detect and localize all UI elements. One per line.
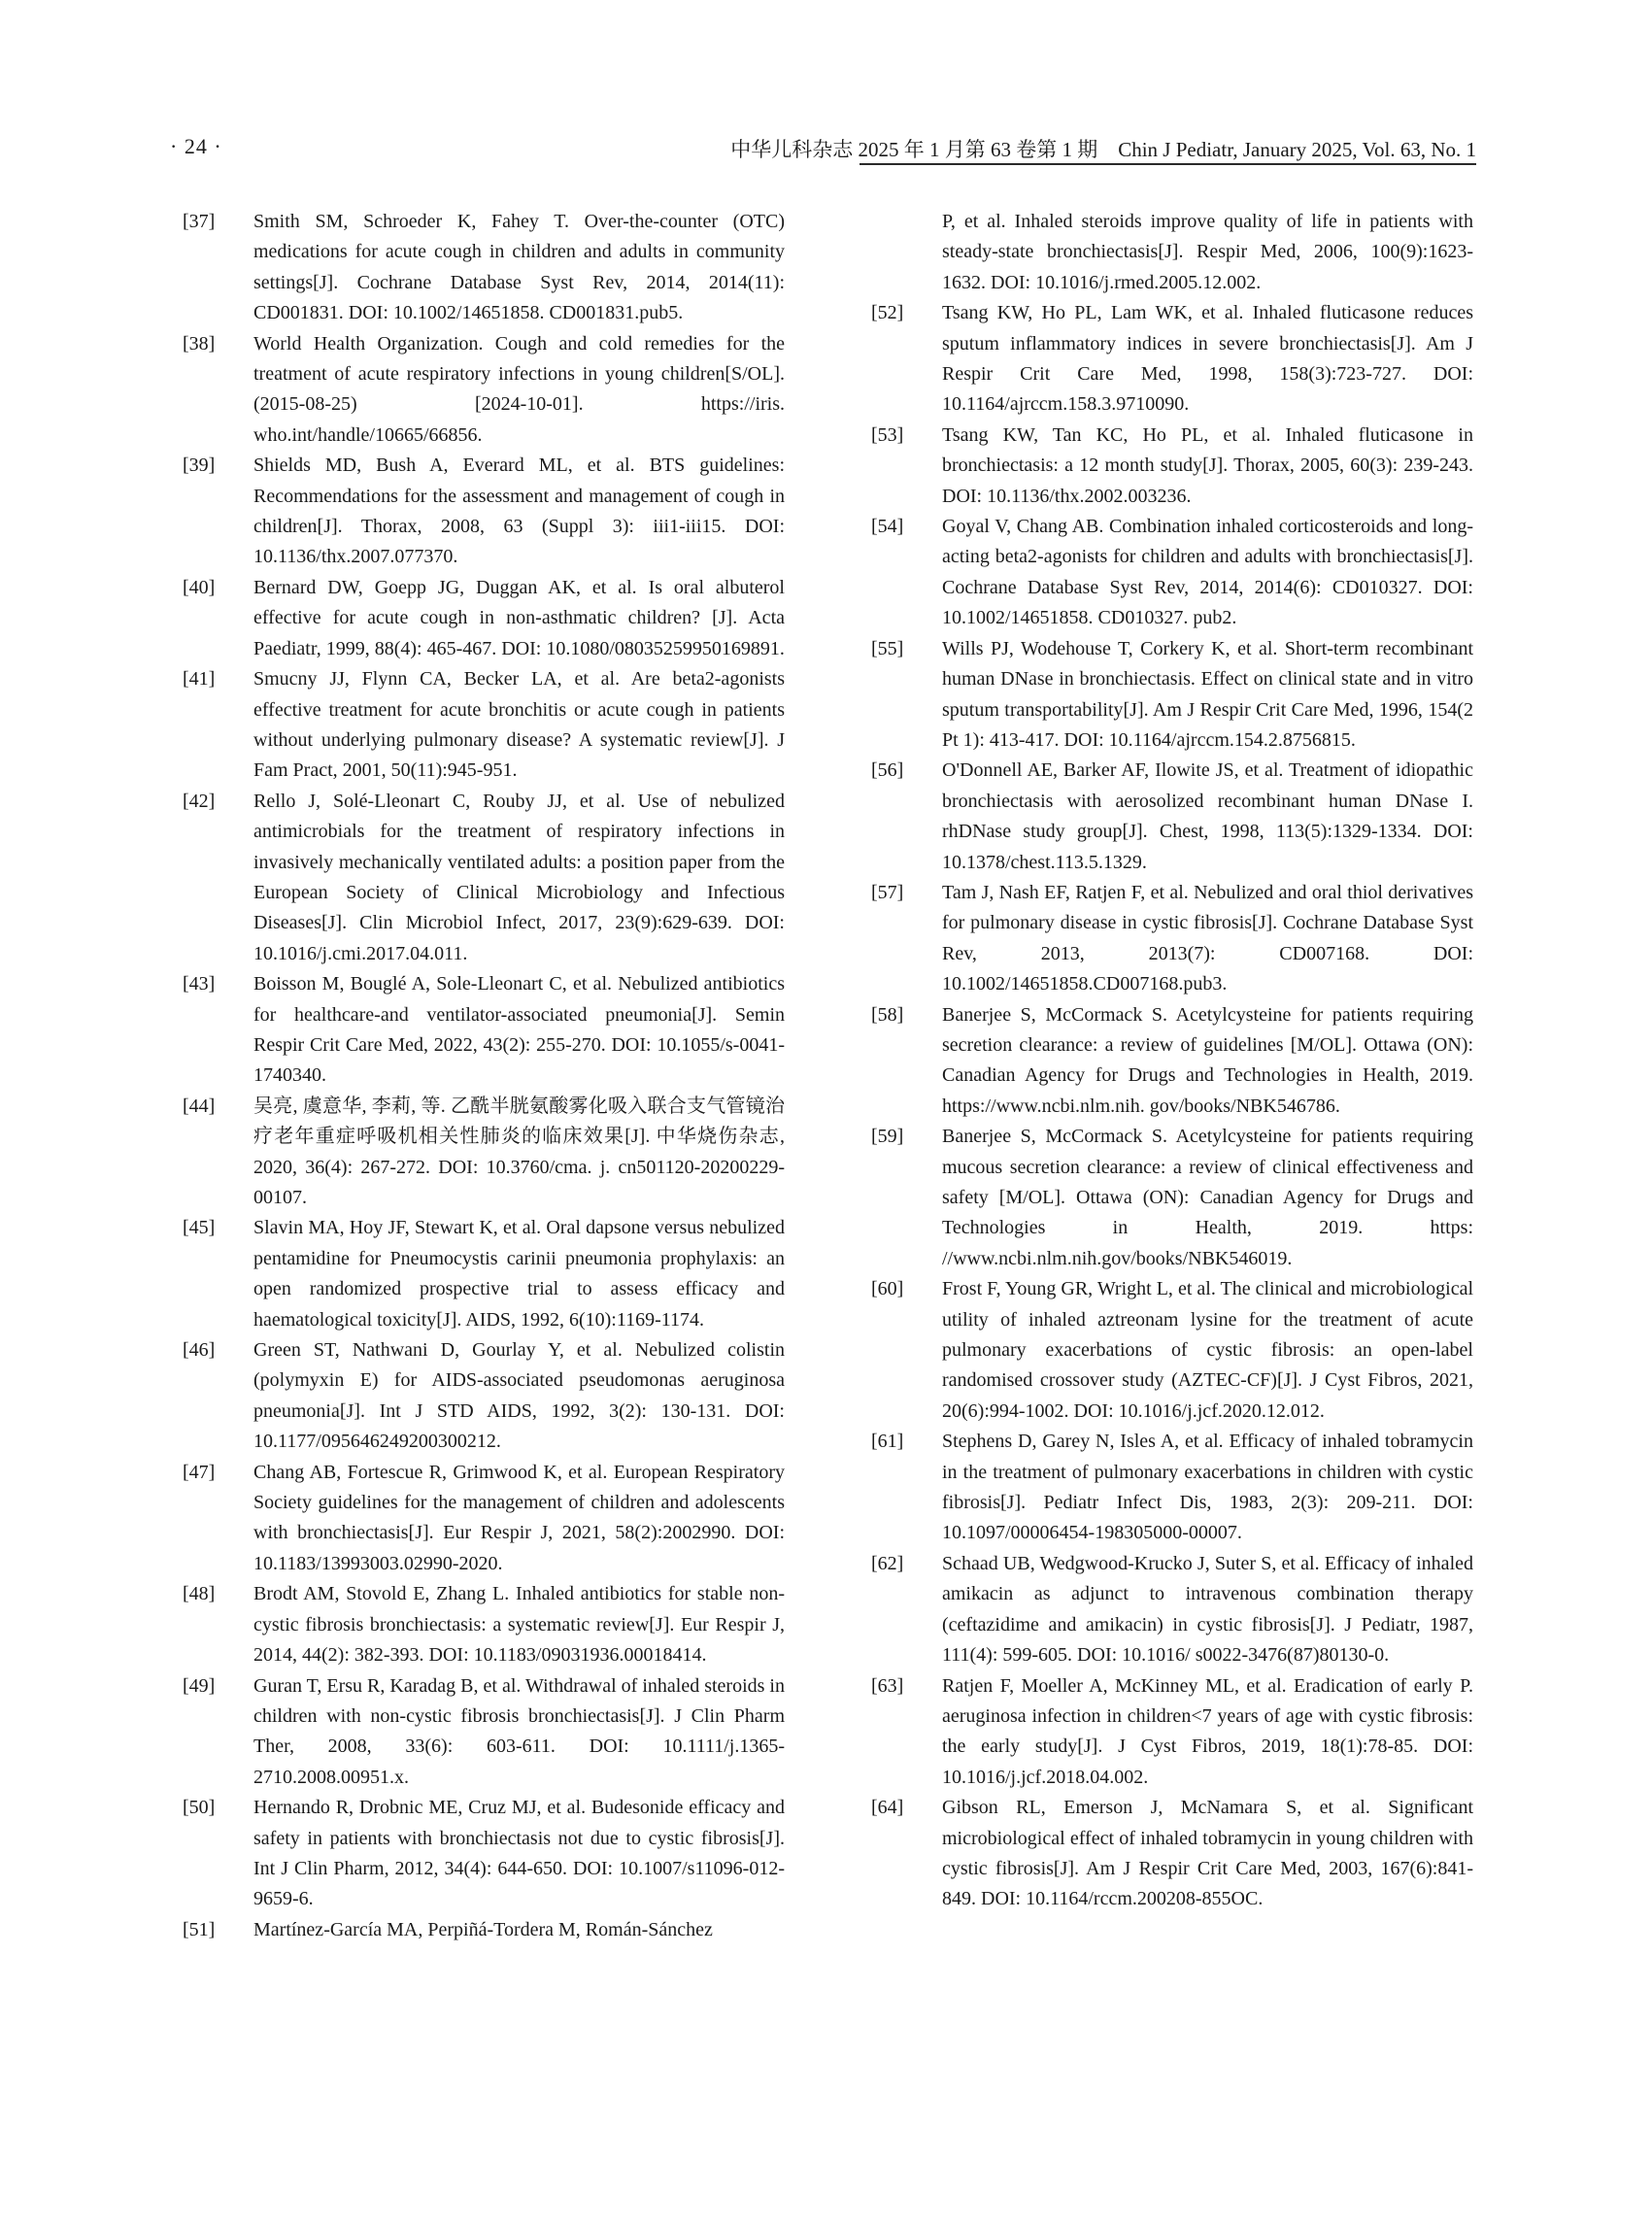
reference-text: Frost F, Young GR, Wright L, et al. The clinical and microbiological utility of inhaled aztreonam lysine for the treatment of acute pulmonary exacerbations of cystic fibrosis: an open-label randomised crossover study (AZTEC-CF)[J]. J Cyst Fibros, 2021, 20(6):994-1002. DOI: 10.1016/j.jcf.2020.12.012. [942, 1278, 1473, 1422]
reference-entry [183, 1579, 785, 1670]
reference-entry [871, 421, 1473, 512]
reference-entry [871, 1000, 1473, 1123]
reference-number: [49] [183, 1674, 216, 1697]
reference-text: Tsang KW, Tan KC, Ho PL, et al. Inhaled fluticasone in bronchiectasis: a 12 month study[J]. Thorax, 2005, 60(3): 239-243. DOI: 10.1136/thx.2002.003236. [942, 423, 1473, 507]
reference-entry [183, 1213, 785, 1335]
reference-text: Boisson M, Bouglé A, Sole-Lleonart C, et al. Nebulized antibiotics for healthcare-and ventilator-associated pneumonia[J]. Semin Respir Crit Care Med, 2022, 43(2): 255-270. DOI: 10.1055/s-0041-1740340. [253, 973, 785, 1087]
reference-number: [64] [871, 1797, 904, 1819]
reference-number: [50] [183, 1797, 216, 1819]
reference-entry [183, 1915, 785, 1945]
reference-number: [54] [871, 516, 904, 538]
reference-number: [59] [871, 1126, 904, 1148]
reference-text: Smucny JJ, Flynn CA, Becker LA, et al. Are beta2-agonists effective treatment for acute bronchitis or acute cough in patients without underlying pulmonary disease? A systematic review[J]. J Fam Pract, 2001, 50(11):945-951. [253, 668, 785, 782]
reference-entry [183, 1671, 785, 1794]
reference-number: [44] [183, 1095, 216, 1117]
reference-entry [183, 573, 785, 664]
reference-entry [183, 787, 785, 969]
reference-text: Green ST, Nathwani D, Gourlay Y, et al. Nebulized colistin (polymyxin E) for AIDS-associated pseudomonas aeruginosa pneumonia[J]. Int J STD AIDS, 1992, 3(2): 130-131. DOI: 10.1177/095646249200300212. [253, 1339, 785, 1453]
reference-entry [871, 1122, 1473, 1274]
reference-text: Ratjen F, Moeller A, McKinney ML, et al. Eradication of early P. aeruginosa infection in children<7 years of age with cystic fibrosis: the early study[J]. J Cyst Fibros, 2019, 18(1):78-85. DOI: 10.1016/j.jcf.2018.04.002. [942, 1674, 1473, 1788]
reference-text: 吴亮, 虞意华, 李莉, 等. 乙酰半胱氨酸雾化吸入联合支气管镜治疗老年重症呼吸机相关性肺炎的临床效果[J]. 中华烧伤杂志, 2020, 36(4): 267-272. DOI: 10.3760/cma. j. cn501120-20200229-00107. [253, 1095, 785, 1208]
reference-number: [48] [183, 1583, 216, 1605]
reference-text: Schaad UB, Wedgwood-Krucko J, Suter S, et al. Efficacy of inhaled amikacin as adjunct to intravenous combination therapy (ceftazidime and amikacin) in cystic fibrosis[J]. J Pediatr, 1987, 111(4): 599-605. DOI: 10.1016/ s0022-3476(87)80130-0. [942, 1552, 1473, 1667]
reference-entry [183, 969, 785, 1092]
reference-text: Bernard DW, Goepp JG, Duggan AK, et al. Is oral albuterol effective for acute cough in non-asthmatic children? [J]. Acta Paediatr, 1999, 88(4): 465-467. DOI: 10.1080/08035259950169891. [253, 576, 785, 659]
reference-number: [62] [871, 1552, 904, 1574]
reference-number: [42] [183, 790, 216, 812]
reference-number: [41] [183, 668, 216, 691]
reference-number: [51] [183, 1918, 216, 1940]
journal-citation: 中华儿科杂志 2025 年 1 月第 63 卷第 1 期 Chin J Pediatr, January 2025, Vol. 63, No. 1 [730, 138, 1476, 161]
reference-entry [183, 1793, 785, 1915]
reference-text: Goyal V, Chang AB. Combination inhaled corticosteroids and long-acting beta2-agonists for children and adults with bronchiectasis[J]. Cochrane Database Syst Rev, 2014, 2014(6): CD010327. DOI: 10.1002/14651858. CD010327. pub2. [942, 516, 1473, 629]
reference-number: [53] [871, 423, 904, 446]
reference-text: Slavin MA, Hoy JF, Stewart K, et al. Oral dapsone versus nebulized pentamidine for Pneumocystis carinii pneumonia prophylaxis: an open randomized prospective trial to assess efficacy and haematological toxicity[J]. AIDS, 1992, 6(10):1169-1174. [253, 1217, 785, 1331]
reference-entry [183, 207, 785, 329]
reference-text: Chang AB, Fortescue R, Grimwood K, et al. European Respiratory Society guidelines for the management of children and adolescents with bronchiectasis[J]. Eur Respir J, 2021, 58(2):2002990. DOI: 10.1183/13993003.02990-2020. [253, 1461, 785, 1574]
reference-entry [871, 634, 1473, 757]
reference-text: Banerjee S, McCormack S. Acetylcysteine for patients requiring secretion clearance: a review of guidelines [M/OL]. Ottawa (ON): Canadian Agency for Drugs and Technologies in Health, 2019. https://www.ncbi.nlm.nih. gov/books/NBK546786. [942, 1003, 1473, 1117]
reference-entry [871, 1793, 1473, 1915]
reference-entry [183, 664, 785, 787]
reference-text: Shields MD, Bush A, Everard ML, et al. BTS guidelines: Recommendations for the assessment and management of cough in children[J]. Thorax, 2008, 63 (Suppl 3): iii1-iii15. DOI: 10.1136/thx.2007.077370. [253, 455, 785, 568]
reference-entry [183, 1335, 785, 1458]
reference-entry [183, 1458, 785, 1580]
reference-text: Tam J, Nash EF, Ratjen F, et al. Nebulized and oral thiol derivatives for pulmonary disease in cystic fibrosis[J]. Cochrane Database Syst Rev, 2013, 2013(7): CD007168. DOI: 10.1002/14651858.CD007168.pub3. [942, 881, 1473, 995]
reference-text: Guran T, Ersu R, Karadag B, et al. Withdrawal of inhaled steroids in children with non-cystic fibrosis bronchiectasis[J]. J Clin Pharm Ther, 2008, 33(6): 603-611. DOI: 10.1111/j.1365-2710.2008.00951.x. [253, 1674, 785, 1788]
reference-number: [37] [183, 211, 216, 232]
reference-text: World Health Organization. Cough and cold remedies for the treatment of acute respiratory infections in young children[S/OL]. (2015-08-25) [2024-10-01]. https://iris. who.int/handle/10665/66856. [253, 332, 785, 446]
reference-entry [871, 1549, 1473, 1671]
reference-entry [871, 878, 1473, 1000]
reference-text: Stephens D, Garey N, Isles A, et al. Efficacy of inhaled tobramycin in the treatment of pulmonary exacerbations in children with cystic fibrosis[J]. Pediatr Infect Dis, 1983, 2(3): 209-211. DOI: 10.1097/00006454-198305000-00007. [942, 1431, 1473, 1544]
reference-number: [56] [871, 759, 904, 782]
reference-entry [871, 1427, 1473, 1549]
reference-text: P, et al. Inhaled steroids improve quality of life in patients with steady-state bronchiectasis[J]. Respir Med, 2006, 100(9):1623-1632. DOI: 10.1016/j.rmed.2005.12.002. [942, 211, 1473, 293]
reference-entry [871, 207, 1473, 298]
reference-entry [871, 1274, 1473, 1427]
reference-number: [43] [183, 973, 216, 995]
reference-number: [63] [871, 1674, 904, 1697]
reference-text: Wills PJ, Wodehouse T, Corkery K, et al. Short-term recombinant human DNase in bronchiectasis. Effect on clinical state and in vitro sputum transportability[J]. Am J Respir Crit Care Med, 1996, 154(2 Pt 1): 413-417. DOI: 10.1164/ajrccm.154.2.8756815. [942, 637, 1473, 751]
reference-number: [58] [871, 1003, 904, 1026]
reference-number: [55] [871, 637, 904, 659]
reference-number: [38] [183, 332, 216, 354]
reference-number: [61] [871, 1431, 904, 1453]
reference-text: O'Donnell AE, Barker AF, Ilowite JS, et al. Treatment of idiopathic bronchiectasis with aerosolized recombinant human DNase I. rhDNase study group[J]. Chest, 1998, 113(5):1329-1334. DOI: 10.1378/chest.113.5.1329. [942, 759, 1473, 873]
header-rule [860, 163, 1476, 165]
reference-text: Hernando R, Drobnic ME, Cruz MJ, et al. Budesonide efficacy and safety in patients with bronchiectasis not due to cystic fibrosis[J]. Int J Clin Pharm, 2012, 34(4): 644-650. DOI: 10.1007/s11096-012-9659-6. [253, 1797, 785, 1910]
reference-entry [871, 1671, 1473, 1794]
reference-number: [46] [183, 1339, 216, 1362]
reference-text: Tsang KW, Ho PL, Lam WK, et al. Inhaled fluticasone reduces sputum inflammatory indices in severe bronchiectasis[J]. Am J Respir Crit Care Med, 1998, 158(3):723-727. DOI: 10.1164/ajrccm.158.3.9710090. [942, 302, 1473, 416]
reference-text: Rello J, Solé-Lleonart C, Rouby JJ, et al. Use of nebulized antimicrobials for the treatment of respiratory infections in invasively mechanically ventilated adults: a position paper from the European Society of Clinical Microbiology and Infectious Diseases[J]. Clin Microbiol Infect, 2017, 23(9):629-639. DOI: 10.1016/j.cmi.2017.04.011. [253, 790, 785, 964]
reference-text: Martínez-García MA, Perpiñá-Tordera M, Román-Sánchez [253, 1918, 713, 1940]
reference-entry [871, 756, 1473, 878]
reference-entry [183, 1092, 785, 1214]
reference-column-right [871, 207, 1473, 1915]
reference-number: [40] [183, 576, 216, 598]
reference-entry [183, 451, 785, 573]
reference-text: Smith SM, Schroeder K, Fahey T. Over-the-counter (OTC) medications for acute cough in children and adults in community settings[J]. Cochrane Database Syst Rev, 2014, 2014(11): CD001831. DOI: 10.1002/14651858. CD001831.pub5. [253, 211, 785, 324]
reference-text: Banerjee S, McCormack S. Acetylcysteine for patients requiring mucous secretion clearance: a review of clinical effectiveness and safety [M/OL]. Ottawa (ON): Canadian Agency for Drugs and Technologies in Health, 2019. https: //www.ncbi.nlm.nih.gov/books/NBK546019. [942, 1126, 1473, 1269]
reference-number: [45] [183, 1217, 216, 1239]
reference-column-left [183, 207, 785, 1945]
page-number: · 24 · [170, 134, 222, 158]
reference-text: Gibson RL, Emerson J, McNamara S, et al. Significant microbiological effect of inhaled tobramycin in young children with cystic fibrosis[J]. Am J Respir Crit Care Med, 2003, 167(6):841-849. DOI: 10.1164/rccm.200208-855OC. [942, 1797, 1473, 1910]
reference-entry [871, 512, 1473, 634]
reference-text: Brodt AM, Stovold E, Zhang L. Inhaled antibiotics for stable non-cystic fibrosis bronchiectasis: a systematic review[J]. Eur Respir J, 2014, 44(2): 382-393. DOI: 10.1183/09031936.00018414. [253, 1583, 785, 1667]
reference-number: [39] [183, 455, 216, 477]
reference-entry [183, 329, 785, 452]
running-header [170, 134, 1476, 163]
reference-number: [47] [183, 1461, 216, 1483]
reference-number: [52] [871, 302, 904, 324]
reference-number: [57] [871, 881, 904, 903]
reference-number: [60] [871, 1278, 904, 1300]
reference-entry [871, 298, 1473, 421]
